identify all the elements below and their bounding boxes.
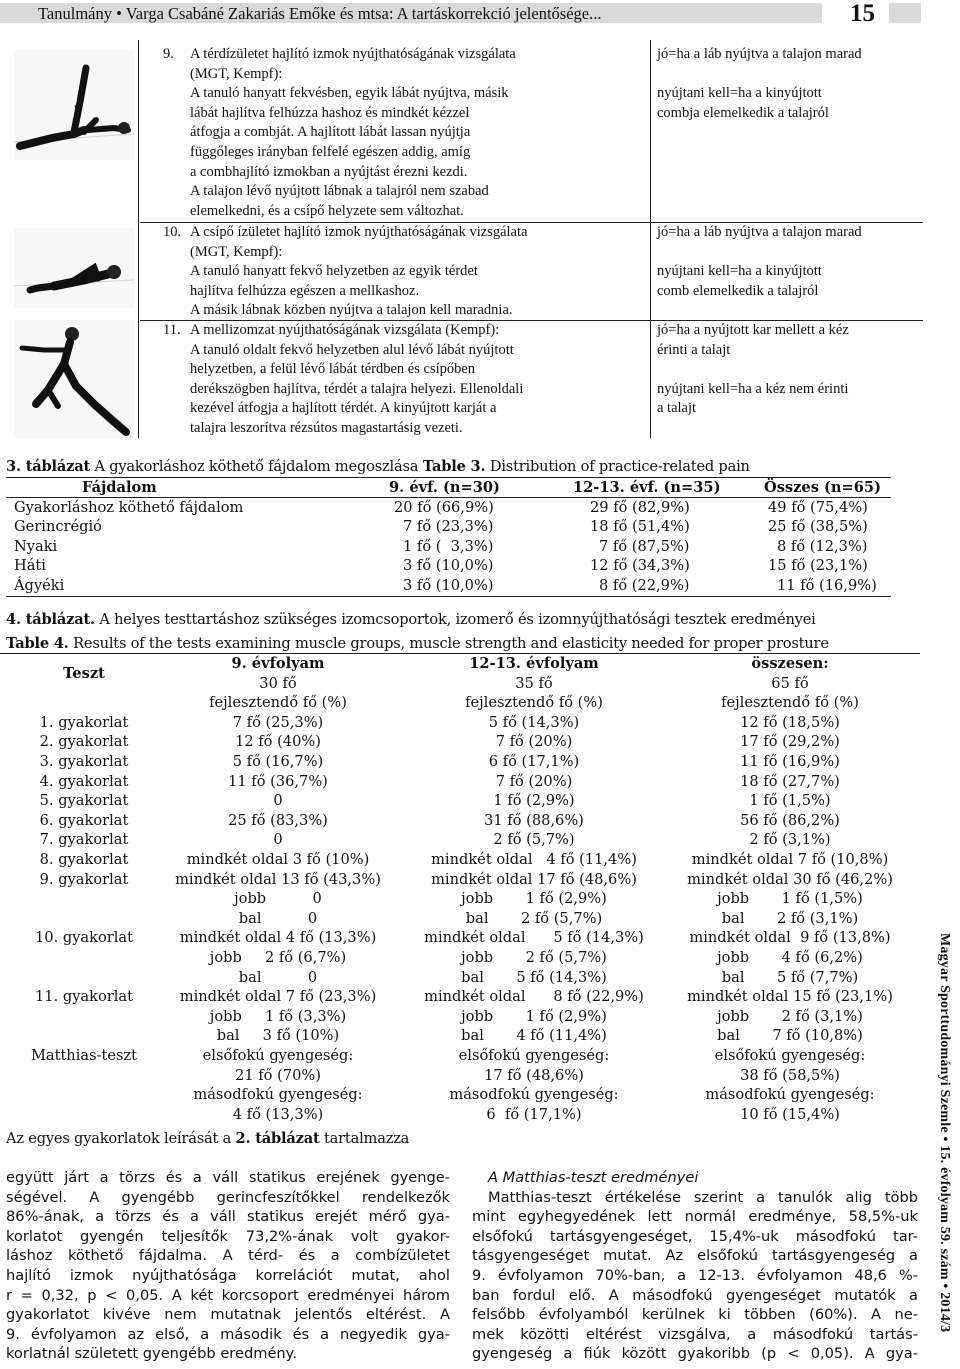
evaluation-line: comb elemelkedik a talajról	[657, 282, 819, 299]
cell: 7 fő (23,3%)	[403, 518, 494, 536]
cell-line: bal 0	[238, 968, 318, 986]
row-label: 6. gyakorlat	[39, 811, 129, 829]
description-line: A mellizomzat nyújthatóságának vizsgálata (Kempf):	[190, 322, 500, 338]
table4-note	[6, 1130, 409, 1147]
evaluation-line: nyújtani kell=ha a kinyújtott	[657, 85, 822, 102]
cell-line: 12 fő (18,5%)	[740, 713, 840, 731]
group-sub: fejlesztendő fő (%)	[209, 694, 347, 712]
text-line: hajlító izmok nyújthatósága korrelációt mutat, ahol	[6, 1266, 450, 1284]
group-name: összesen:	[751, 655, 829, 672]
page-number: 15	[850, 0, 875, 27]
row-label: 11. gyakorlat	[35, 988, 133, 1006]
col-header-test: Teszt	[63, 665, 105, 682]
description-line: talajra leszorítva rézsútos magastartásig vezeti.	[190, 419, 463, 436]
cell-line: mindkét oldal 13 fő (43,3%)	[175, 870, 381, 888]
evaluation-line: nyújtani kell=ha a kéz nem érinti	[657, 380, 849, 397]
cell-line: bal 5 fő (14,3%)	[461, 968, 607, 986]
exercise-description	[190, 321, 523, 439]
text-line: ségével. A gyengébb gerincfeszítőkkel rendelkezők	[6, 1188, 450, 1206]
description-line: helyzetben, a felül lévő lábát térdben és csípőben	[190, 361, 476, 378]
table3-header-rule	[6, 497, 891, 498]
row-label: 10. gyakorlat	[35, 929, 133, 947]
row-label: 4. gyakorlat	[39, 772, 129, 790]
row-label: 7. gyakorlat	[39, 831, 129, 849]
text-line: korlatot gyengén teljesítők 73,2%-ának volt gyakor-	[6, 1227, 450, 1245]
cell: 12 fő (34,3%)	[590, 557, 690, 575]
exercise-10-evaluation	[657, 223, 862, 301]
col-header: Fájdalom	[82, 479, 157, 496]
description-line: lábát hajlítva felhúzza hashoz és mindkét kézzel	[190, 104, 470, 121]
cell-line: 21 fő (70%)	[235, 1066, 321, 1084]
cell-line: 56 fő (86,2%)	[740, 811, 840, 829]
evaluation-line: jó=ha a láb nyújtva a talajon marad	[657, 46, 862, 62]
note-text-end: tartalmazza	[319, 1130, 410, 1147]
text-line: gyengeség a fiúk között gyakoribb (p < 0,05). A gya-	[472, 1345, 918, 1363]
table-row	[6, 557, 891, 577]
cell: 8 fő (22,9%)	[599, 576, 690, 594]
description-line: kezével átfogja a hajlított térdét. A kinyújtott karját a	[190, 400, 497, 417]
cell-line: 31 fő (88,6%)	[484, 811, 584, 829]
evaluation-line: jó=ha a láb nyújtva a talajon marad	[657, 224, 862, 240]
text-line: Matthias-teszt értékelése szerint a tanulók alig több	[488, 1188, 918, 1206]
cell-line: mindkét oldal 7 fő (23,3%)	[179, 988, 377, 1006]
description-line: hajlítva felhúzza egészen a mellkashoz.	[190, 282, 420, 299]
evaluation-line: nyújtani kell=ha a kinyújtott	[657, 263, 822, 280]
cell: 18 fő (51,4%)	[590, 518, 690, 536]
exercise-9-photo	[14, 50, 134, 160]
row-label: Gerincrégió	[14, 518, 102, 536]
cell-line: mindkét oldal 17 fő (48,6%)	[431, 870, 637, 888]
cell-line: 17 fő (29,2%)	[740, 733, 840, 751]
exercise-number: 9.	[163, 46, 174, 62]
description-line: (MGT, Kempf):	[190, 65, 283, 82]
cell-line: mindkét oldal 9 fő (13,8%)	[689, 929, 891, 947]
cell-line: mindkét oldal 8 fő (22,9%)	[424, 988, 644, 1006]
text-line: gyakorlatot kivéve nem mutatnak jelentős eltérést. A	[6, 1306, 450, 1324]
description-line: A csípő ízületet hajlító izmok nyújthatóságának vizsgálata	[190, 224, 528, 240]
evaluation-line	[657, 65, 862, 85]
cell-line: jobb 1 fő (2,9%)	[461, 890, 607, 908]
group-name: 9. évfolyam	[231, 655, 325, 672]
evaluation-line: érinti a talajt	[657, 341, 731, 358]
text-line: 9. évfolyamon 70%-ban, a 12-13. évfolyamon 48,6 %-	[472, 1266, 918, 1284]
text-line: mint egyhegyedének lett normál eredménye, 58,5%-uk	[472, 1208, 918, 1226]
table4-top-rule	[0, 653, 920, 654]
row-label: Gyakorláshoz köthető fájdalom	[14, 498, 244, 516]
table-row	[6, 499, 891, 519]
text-line: felsőbb évfolyamból kerülnek ki többen (60%). A ne-	[472, 1306, 918, 1324]
cell-line: 17 fő (48,6%)	[484, 1066, 584, 1084]
text-line: r = 0,32, p < 0,05. A két korcsoport eredményei három	[6, 1286, 450, 1304]
description-line: derékszögben hajlítva, térdét a talajra helyezi. Ellenoldali	[190, 380, 524, 397]
cell-line: elsőfokú gyengeség:	[714, 1047, 866, 1064]
cell-line: 25 fő (83,3%)	[228, 811, 328, 829]
caption-label-en: Table 4.	[6, 635, 69, 652]
cell: 7 fő (87,5%)	[599, 537, 690, 555]
caption-text-en: Results of the tests examining muscle groups, muscle strength and elasticity needed for proper prosture	[68, 635, 829, 652]
group-count: 65 fő	[771, 674, 809, 692]
cell-line: bal 2 fő (5,7%)	[465, 909, 603, 927]
cell-line: jobb 2 fő (5,7%)	[461, 949, 607, 966]
journal-side-label	[934, 933, 956, 1369]
description-line: A tanuló hanyatt fekvésben, egyik lábát nyújtva, másik	[190, 85, 509, 102]
exercise-number: 11.	[163, 322, 181, 338]
cell-line: bal 2 fő (3,1%)	[721, 909, 859, 927]
cell-line: 5 fő (16,7%)	[232, 753, 324, 770]
left-column-text	[6, 1168, 450, 1364]
cell-line: mindkét oldal 7 fő (10,8%)	[691, 851, 889, 868]
cell-line: jobb 1 fő (2,9%)	[461, 1007, 607, 1025]
cell-line: másodfokú gyengeség:	[193, 1086, 363, 1104]
table3-caption	[6, 458, 750, 475]
cell-line: 7 fő (20%)	[495, 772, 573, 790]
cell: 3 fő (10,0%)	[403, 557, 494, 575]
table-row	[6, 577, 891, 597]
cell-line: jobb 2 fő (6,7%)	[209, 949, 347, 966]
text-line: ban fordul elő. A másodfokú gyengeséget mutatók a	[472, 1286, 918, 1304]
section-heading: A Matthias-teszt eredményei	[488, 1169, 699, 1186]
exercise-11-photo	[14, 320, 134, 438]
cell-line: 1 fő (1,5%)	[749, 792, 831, 810]
row-label: Ágyéki	[14, 576, 65, 594]
group-count: 35 fő	[515, 674, 553, 692]
table-header-row	[6, 479, 891, 499]
cell-line: bal 0	[238, 909, 318, 927]
cell-line: 38 fő (58,5%)	[740, 1066, 840, 1084]
note-text: Az egyes gyakorlatok leírását a	[6, 1130, 236, 1147]
cell-line: mindkét oldal 15 fő (23,1%)	[687, 988, 893, 1006]
table-row	[6, 538, 891, 558]
note-ref: 2. táblázat	[235, 1130, 320, 1147]
cell-line: 2 fő (3,1%)	[749, 831, 831, 849]
exercise-9-evaluation	[657, 45, 862, 123]
cell-line: mindkét oldal 30 fő (46,2%)	[687, 870, 893, 888]
col-header: 12-13. évf. (n=35)	[573, 479, 721, 496]
exercise-number: 10.	[163, 224, 182, 240]
cell-line: 4 fő (13,3%)	[232, 1105, 324, 1123]
description-line: átfogja a combját. A hajlított lábát lassan nyújtja	[190, 124, 471, 141]
cell-line: bal 7 fő (10,8%)	[717, 1027, 863, 1045]
cell-line: mindkét oldal 4 fő (13,3%)	[179, 929, 377, 947]
header-band-right	[889, 3, 921, 23]
row-label: Nyaki	[14, 537, 58, 555]
row-label: Háti	[14, 557, 46, 575]
cell-line: másodfokú gyengeség:	[449, 1086, 619, 1104]
cell-line: 7 fő (20%)	[495, 733, 573, 751]
cell-line: 10 fő (15,4%)	[740, 1105, 840, 1123]
row-label: 9. gyakorlat	[39, 870, 129, 888]
row-label: Matthias-teszt	[30, 1047, 138, 1064]
description-line: A térdízületet hajlító izmok nyújthatóságának vizsgálata	[190, 46, 516, 62]
cell-line: 0	[273, 792, 283, 810]
cell-line: 6 fő (17,1%)	[488, 753, 580, 770]
description-line: a combhajlító izmokban a nyújtást érezni kezdi.	[190, 163, 468, 180]
column-divider	[138, 40, 139, 438]
cell-line: bal 4 fő (11,4%)	[461, 1027, 607, 1045]
caption-text-en: Distribution of practice-related pain	[485, 458, 750, 475]
column-divider	[650, 40, 651, 438]
cell: 11 fő (16,9%)	[777, 576, 877, 594]
group-name: 12-13. évfolyam	[469, 655, 599, 672]
cell: 1 fő ( 3,3%)	[403, 537, 494, 555]
cell-line: 18 fő (27,7%)	[740, 772, 840, 790]
cell-line: bal 3 fő (10%)	[216, 1027, 340, 1045]
row-label: 5. gyakorlat	[39, 792, 129, 810]
cell-line: jobb 1 fő (3,3%)	[209, 1007, 347, 1025]
cell-line: jobb 4 fő (6,2%)	[717, 949, 863, 966]
cell-line: másodfokú gyengeség:	[705, 1086, 875, 1104]
cell-line: elsőfokú gyengeség:	[458, 1047, 610, 1064]
table4-caption	[6, 611, 816, 628]
caption-label: 3. táblázat	[6, 458, 91, 475]
col-header: Összes (n=65)	[764, 479, 881, 496]
description-line: elemelkedni, és a csípő helyzete sem változhat.	[190, 202, 464, 219]
cell-line: 11 fő (16,9%)	[740, 753, 840, 770]
cell-line: jobb 2 fő (3,1%)	[717, 1007, 863, 1025]
table-row	[6, 518, 891, 538]
cell-line: mindkét oldal 5 fő (14,3%)	[424, 929, 644, 947]
text-line: mek közötti eltérést vizsgálva, a másodfokú tartás-	[472, 1325, 918, 1343]
cell-line: jobb 0	[234, 890, 322, 908]
cell: 3 fő (10,0%)	[403, 576, 494, 594]
caption-text: A helyes testtartáshoz szükséges izomcsoportok, izomerő és izomnyújthatósági tesztek eredményei	[94, 611, 816, 628]
evaluation-line: jó=ha a nyújtott kar mellett a kéz	[657, 322, 849, 338]
text-line: együtt járt a törzs és a váll statikus erejének gyenge-	[6, 1169, 450, 1186]
description-line: A tanuló hanyatt fekvő helyzetben az egyik térdet	[190, 263, 478, 280]
description-line: A másik lábnak közben nyújtva a talajon kell maradnia.	[190, 302, 513, 319]
cell-line: 1 fő (2,9%)	[493, 792, 575, 810]
evaluation-line	[657, 243, 862, 263]
exercise-description	[190, 223, 527, 321]
row-label: 3. gyakorlat	[39, 753, 129, 770]
cell: 20 fő (66,9%)	[394, 498, 494, 516]
cell-line: 7 fő (25,3%)	[232, 713, 324, 731]
caption-label-en: Table 3.	[422, 458, 486, 475]
exercise-description	[190, 45, 516, 221]
description-line: függőleges irányban felfelé egészen addig, amíg	[190, 143, 471, 160]
cell-line: jobb 1 fő (1,5%)	[717, 890, 863, 908]
cell: 15 fő (23,1%)	[768, 557, 868, 575]
cell-line: elsőfokú gyengeség:	[202, 1047, 354, 1064]
cell-line: mindkét oldal 4 fő (11,4%)	[431, 851, 637, 868]
cell-line: 2 fő (5,7%)	[493, 831, 575, 849]
col-header: 9. évf. (n=30)	[389, 479, 500, 496]
caption-label: 4. táblázat.	[6, 611, 95, 628]
row-label: 1. gyakorlat	[39, 713, 129, 731]
table4-caption-en	[6, 635, 829, 652]
cell-line: 12 fő (40%)	[235, 733, 321, 751]
cell: 49 fő (75,4%)	[768, 498, 868, 516]
running-title: Tanulmány • Varga Csabáné Zakariás Emőke és mtsa: A tartáskorrekció jelentősége...	[38, 4, 602, 23]
row-label: 8. gyakorlat	[39, 851, 129, 868]
exercise-10-photo	[14, 228, 134, 308]
caption-text: A gyakorláshoz köthető fájdalom megoszlása	[90, 458, 423, 475]
text-line: 86%-ának, a törzs és a váll statikus erejét mérő gya-	[6, 1208, 450, 1226]
text-line: korlatnál született gyengébb eredmény.	[6, 1345, 297, 1363]
text-line: tásgyengeséget mutat. Az elsőfokú tartásgyengeség a	[472, 1247, 918, 1265]
evaluation-line	[657, 360, 849, 380]
text-line: elsőfokú tartásgyengeséget, 15,4%-uk másodfokú tar-	[472, 1227, 918, 1245]
cell: 29 fő (82,9%)	[590, 498, 690, 516]
row-label: 2. gyakorlat	[39, 733, 129, 751]
cell-line: mindkét oldal 3 fő (10%)	[186, 851, 370, 868]
side-label-text: Magyar Sporttudományi Szemle • 15. évfolyam 59. szám • 2014/3	[937, 933, 952, 1333]
cell: 8 fő (12,3%)	[777, 537, 868, 555]
cell-line: 0	[273, 831, 283, 849]
running-header	[0, 0, 960, 30]
right-column-text	[472, 1168, 918, 1364]
group-count: 30 fő	[259, 674, 297, 692]
cell: 25 fő (38,5%)	[768, 518, 868, 536]
description-line: (MGT, Kempf):	[190, 243, 283, 260]
group-sub: fejlesztendő fő (%)	[465, 694, 603, 712]
cell-line: 11 fő (36,7%)	[228, 772, 328, 790]
exercise-11-evaluation	[657, 321, 849, 419]
text-line: 9. évfolyamon az első, a második és a negyedik gya-	[6, 1325, 450, 1343]
cell-line: 5 fő (14,3%)	[488, 713, 580, 731]
description-line: A tanuló oldalt fekvő helyzetben alul lévő lábát nyújtott	[190, 341, 514, 358]
description-line: A talajon lévő nyújtott lábnak a talajról nem szabad	[190, 183, 489, 200]
evaluation-line: a talajt	[657, 400, 697, 417]
table3-top-rule	[6, 477, 891, 478]
cell-line: bal 5 fő (7,7%)	[721, 968, 859, 986]
cell-line: 6 fő (17,1%)	[486, 1105, 582, 1123]
evaluation-line: combja elemelkedik a talajról	[657, 104, 829, 121]
text-line: láshoz köthető fájdalma. A térd- és a combízületet	[6, 1247, 450, 1265]
table3-bottom-rule	[6, 596, 891, 597]
group-sub: fejlesztendő fő (%)	[721, 694, 859, 712]
